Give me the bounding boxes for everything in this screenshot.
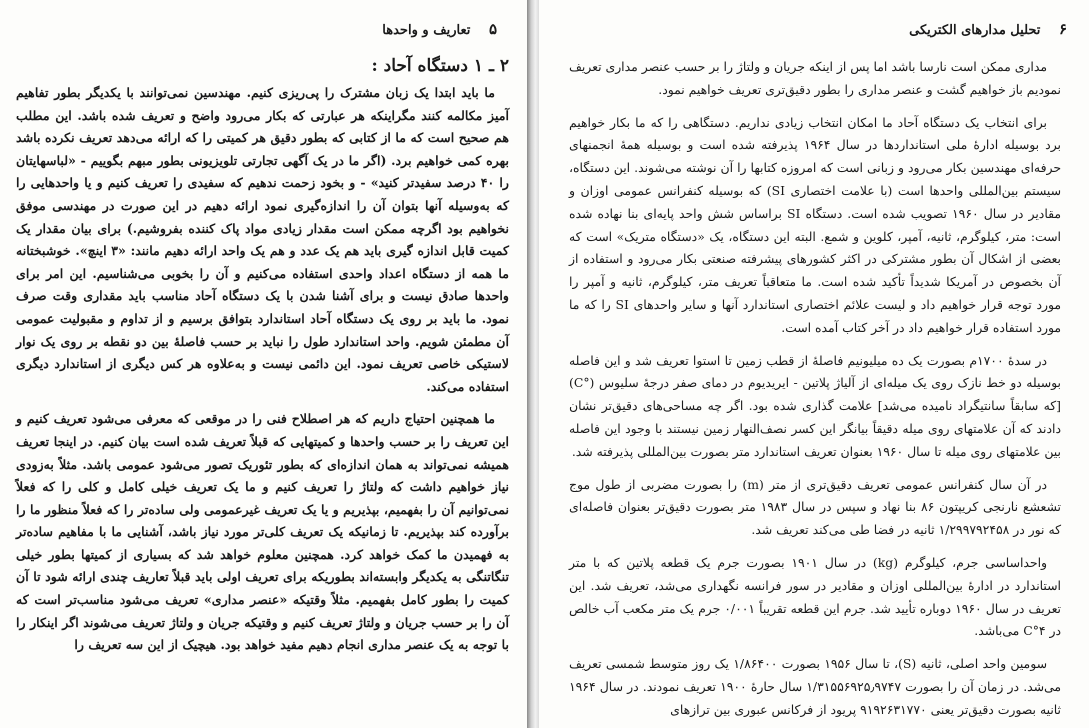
- paragraph: واحداساسی جرم، کیلوگرم (kg) در سال ۱۹۰۱ بصورت جرم یک قطعه پلاتین که با متر استاندارد در ادارهٔ بین‌المللی اوزان و مقادیر در سور فرانسه نگهداری می‌شد، تعریف شد. این تعریف در سال ۱۹۶۰ دوباره تأیید شد. جرم این قطعه تقریباً ۰/۰۰۱ جرم یک متر مکعب آب خالص در ۴°C می‌باشد.: [569, 554, 1062, 639]
- left-page-number: ۵: [488, 20, 497, 38]
- paragraph: ما همچنین احتیاج داریم که هر اصطلاح فنی را در موقعی که معرفی می‌شود تعریف کنیم و این تعریف را بر حسب واحدها و کمیتهایی که قبلاً تعریف شده است بیان کنیم. در اینجا تعریف همیشه نمی‌تواند به همان اندازه‌ای که بطور تئوریک تصور می‌شود عمومی باشد. مثلاً به‌زودی نیاز خواهیم داشت که ولتاژ را تعریف کنیم و ما یک تعریف خیلی کامل و کلی را که فعلاً نمی‌توانیم آن را بفهمیم، بپذیریم و یا یک تعریف غیرعمومی ولی ساده‌تر را که فعلاً منظور ما را برآورده کند بپذیریم. تا زمانیکه یک تعریف کلی‌تر مورد نیاز باشد، آشنایی ما با مفاهیم ساده‌تر به فهمیدن ما کمک خواهد کرد. همچنین معلوم خواهد شد که بسیاری از کمیتها بطور خیلی تنگاتنگی به یکدیگر وابسته‌اند بطوریکه برای تعریف اولی باید قبلاً تعاریف چندی ارائه شود تا آن کمیت را بطور کامل بفهمیم. مثلاً وقتیکه «عنصر مداری» تعریف می‌شود مناسب‌تر است که آن را بر حسب جریان و ولتاژ تعریف کنیم و وقتیکه جریان و ولتاژ تعریف می‌شوند اگر اینکار را با توجه به یک عنصر مداری انجام دهیم مفید خواهد بود. هیچیک از این سه تعریف را: [16, 411, 509, 653]
- paragraph: در سدهٔ ۱۷۰۰م بصورت یک ده میلیونیم فاصلهٔ از قطب زمین تا استوا تعریف شد و این فاصله بوسیله دو خط نازک روی یک میله‌ای از آلیاژ پلاتین - ایریدیوم در دمای صفر درجهٔ سلیوس (°C) [که سابقاً سانتیگراد نامیده می‌شد] علامت گذاری شده بود. اگر چه مساحی‌های دقیق‌تر نشان دادند که آن علامتهای روی میله دقیقاً بیانگر این کسر نصف‌النهار زمین نیستند با وجود این فاصله بین علامتهای روی میله تا سال ۱۹۶۰ بعنوان تعریف استاندارد متر بصورت بین‌المللی پذیرفته شد.: [569, 352, 1061, 459]
- paragraph: در آن سال کنفرانس عمومی تعریف دقیق‌تری از متر (m) را بصورت مضربی از طول موج تشعشع نارنجی کریپتون ۸۶ بنا نهاد و سپس در سال ۱۹۸۳ متر بصورت دقیق‌تر بعنوان فاصله‌ای که نور در ۱/۲۹۹۷۹۲۴۵۸ ثانیه در فضا طی می‌کند تعریف شد.: [569, 476, 1061, 538]
- left-page: [0, 0, 527, 728]
- left-page-content: [16, 56, 509, 728]
- right-running-title: تحلیل مدارهای الکتریکی: [909, 23, 1041, 38]
- paragraph: مداری ممکن است نارسا باشد اما پس از اینکه جریان و ولتاژ را بر حسب عنصر مداری تعریف نمودیم باز خواهیم گشت و عنصر مداری را بطور دقیق‌تری تعریف خواهیم نمود.: [569, 59, 1061, 97]
- left-running-title: تعاریف و واحدها: [382, 23, 471, 38]
- left-page-header: [22, 20, 497, 40]
- paragraph: ما باید ابتدا یک زبان مشترک را پی‌ریزی کنیم. مهندسین نمی‌توانند با یکدیگر بطور تفاهیم آمیز مکالمه کنند مگراینکه هر عبارتی که بکار می‌رود واضح و تعریف شده باشد. این مطلب هم صحیح است که ما از کتابی که بطور دقیق هر کمیتی را که ارائه می‌دهد تعریف نکرده باشد بهره کمی خواهیم برد. (اگر ما در یک آگهی تجارتی تلویزیونی بطور مبهم بگوییم - «لباسهایتان را ۴۰ درصد سفیدتر کنید» - و بخود زحمت ندهیم که سفیدی را تعریف کنیم و یا واحدهایی را که به‌وسیله آنها بتوان آن را اندازه‌گیری نمود ارائه دهیم در این صورت در مهندسی موفق نخواهیم بود اگرچه ممکن است مقدار زیادی مواد پاک کننده بفروشیم.) برای بیان مقدار یک کمیت قابل اندازه گیری باید هم یک عدد و هم یک واحد ارائه دهیم مانند: «۳ اینچ». خوشبختانه ما همه از دستگاه اعداد واحدی استفاده می‌کنیم و آن را بخوبی می‌شناسیم. این امر برای واحدها صادق نیست و برای آشنا شدن با یک دستگاه آحاد مناسب باید مقداری وقت صرف نمود. ما باید بر روی یک دستگاه آحاد استاندارد بتوافق برسیم و از تداوم و مقبولیت عمومی آن مطمئن شویم. واحد استاندارد طول را نباید بر حسب فاصلهٔ بین دو نقطه بر روی یک نوار لاستیکی خاصی تعریف نمود. این دائمی نیست و به‌علاوه هر کس دیگری از استاندارد دیگری استفاده می‌کند.: [16, 85, 509, 394]
- right-page-content: [569, 56, 1061, 728]
- section-title: ۲ ـ ۱ دستگاه آحاد :: [371, 56, 509, 76]
- paragraph: برای انتخاب یک دستگاه آحاد ما امکان انتخاب زیادی نداریم. دستگاهی را که ما بکار خواهیم برد بوسیله ادارهٔ ملی استانداردها در سال ۱۹۶۴ پذیرفته شده است و بوسیله همهٔ انجمنهای حرفه‌ای مهندسین بکار می‌رود و زبانی است که امروزه کتابها را آن نوشته می‌شوند. این دستگاه، سیستم بین‌المللی واحدها است (با علامت اختصاری SI) که بوسیله کنفرانس عمومی اوزان و مقادیر در سال ۱۹۶۰ تصویب شده است. دستگاه SI براساس شش واحد پایه‌ای بنا نهاده شده است: متر، کیلوگرم، ثانیه، آمپر، کلوین و شمع. البته این دستگاه، یک «دستگاه متریک» است که بعضی از اشکال آن بطور مشترکی در اکثر کشورهای پیشرفته صنعتی بکار می‌رود و استفاده از آن بخصوص در آمریکا شدیداً تأکید شده است. ما متعاقباً تعریف متر، کیلوگرم، ثانیه و آمپر را مورد توجه قرار خواهیم داد و لیست علائم اختصاری استاندارد آنها و سایر واحدهای SI را که ما مورد استفاده قرار خواهیم داد در آخر کتاب آمده است.: [569, 114, 1062, 335]
- right-page-header: [561, 20, 1067, 40]
- paragraph: سومین واحد اصلی، ثانیه (S)، تا سال ۱۹۵۶ بصورت ۱/۸۶۴۰۰ یک روز متوسط شمسی تعریف می‌شد. در زمان آن را بصورت ۱/۳۱۵۵۶۹۲۵٫۹۷۴۷ سال حارهٔ ۱۹۰۰ تعریف نمودند. در سال ۱۹۶۴ ثانیه بصورت دقیق‌تر یعنی ۹۱۹۲۶۳۱۷۷۰ پریود از فرکانس عبوری بین ترازهای: [569, 656, 1061, 717]
- right-page: [539, 0, 1089, 728]
- right-page-number: ۶: [1058, 20, 1067, 38]
- book-gutter: [527, 0, 539, 728]
